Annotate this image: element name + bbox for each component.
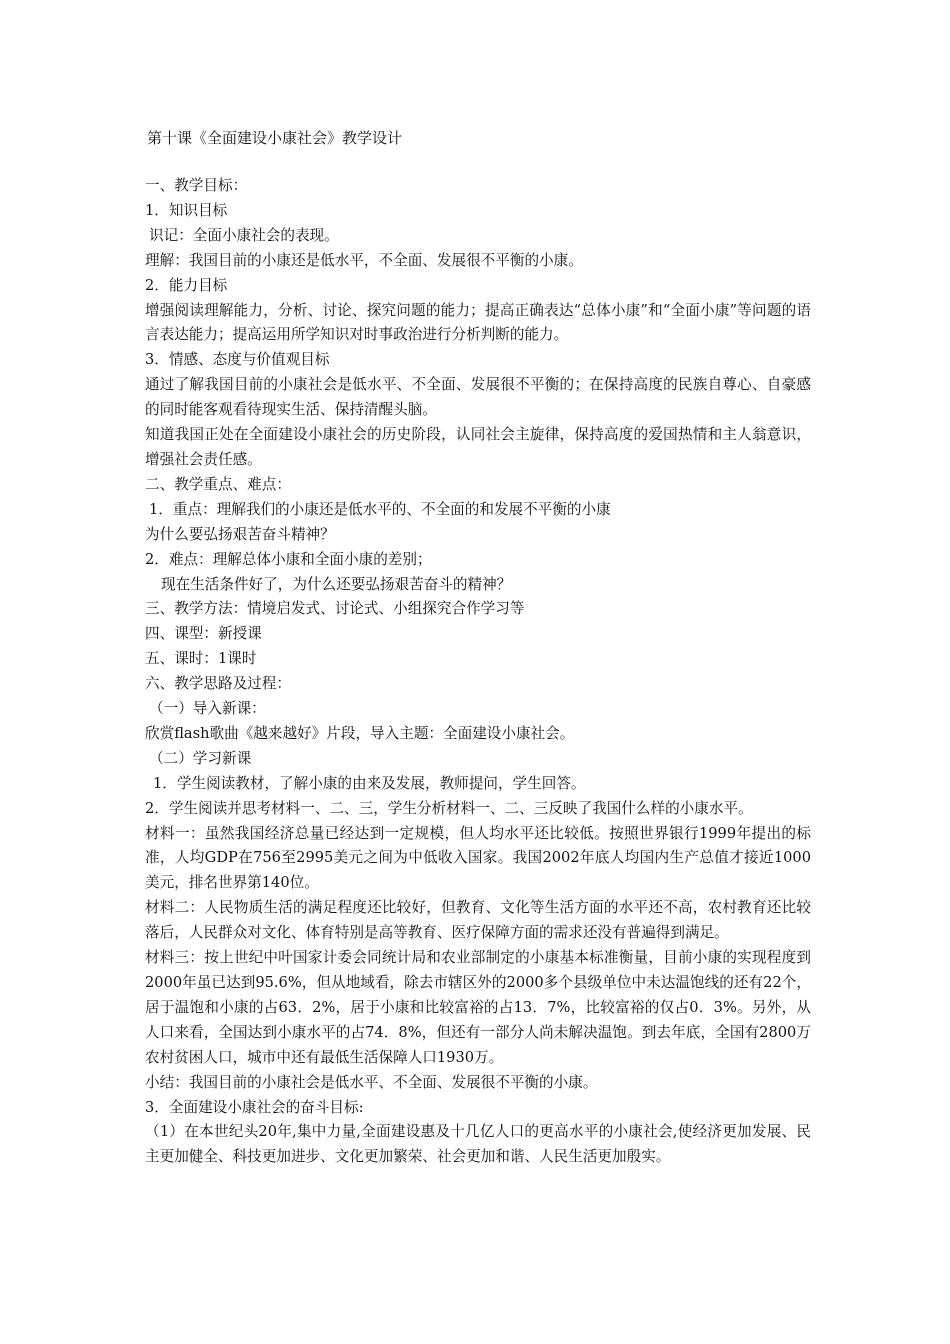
paragraph: 二、教学重点、难点：	[145, 475, 291, 493]
paragraph: 知道我国正处在全面建设小康社会的历史阶段，认同社会主旋律，保持高度的爱国热情和主人翁意识，增强社会责任感。	[145, 426, 811, 468]
paragraph: 一、教学目标：	[145, 177, 248, 194]
paragraph: （一）导入新课：	[149, 700, 266, 718]
paragraph: 小结：我国目前的小康社会是低水平、不全面、发展很不平衡的小康。	[145, 1073, 598, 1091]
paragraph: 通过了解我国目前的小康社会是低水平、不全面、发展很不平衡的；在保持高度的民族自尊心、自豪感的同时能客观看待现实生活、保持清醒头脑。	[145, 376, 811, 419]
paragraph: 3．情感、态度与价值观目标	[145, 351, 330, 369]
paragraph: 1．知识目标	[145, 201, 228, 219]
paragraph: 3．全面建设小康社会的奋斗目标:	[145, 1098, 364, 1116]
paragraph: 三、教学方法：情境启发式、讨论式、小组探究合作学习等	[145, 600, 525, 618]
paragraph: 五、课时：1课时	[145, 650, 257, 668]
paragraph: 材料二：人民物质生活的满足程度还比较好，但教育、文化等生活方面的水平还不高，农村教育还比较落后，人民群众对文化、体育特别是高等教育、医疗保障方面的需求还没有普遍得到满足。	[145, 899, 811, 942]
paragraph: 现在生活条件好了，为什么还要弘扬艰苦奋斗的精神？	[161, 575, 512, 593]
paragraph: 1．重点：理解我们的小康还是低水平的、不全面的和发展不平衡的小康	[149, 500, 611, 518]
paragraph: 材料三：按上世纪中叶国家计委会同统计局和农业部制定的小康基本标准衡量，目前小康的实现程度到2000年虽已达到95.6%，但从地域看，除去市辖区外的2000多个县级单位中未达温饱线的还有22个，居于温饱和小康的占63．2%，居于小康和比较富裕的占13．7%，比较富裕的仅占0．3%。另外，从人口来看，全国达到小康水平的占74．8%，但还有一部分人尚未解决温饱。到去年底，全国有2800万农村贫困人口，城市中还有最低生活保障人口1930万。	[145, 949, 811, 1066]
paragraph: 理解：我国目前的小康还是低水平，不全面、发展很不平衡的小康。	[145, 251, 583, 269]
paragraph: （1）在本世纪头20年,集中力量,全面建设惠及十几亿人口的更高水平的小康社会,使经济更加发展、民主更加健全、科技更加进步、文化更加繁荣、社会更加和谐、人民生活更加殷实。	[145, 1123, 811, 1166]
paragraph: 材料一：虽然我国经济总量已经达到一定规模，但人均水平还比较低。按照世界银行1999年提出的标准，人均GDP在756至2995美元之间为中低收入国家。我国2002年底人均国内生产总值才接近1000美元，排名世界第140位。	[145, 824, 811, 892]
paragraph: 增强阅读理解能力，分析、讨论、探究问题的能力；提高正确表达“总体小康”和“全面小康”等问题的语言表达能力；提高运用所学知识对时事政治进行分析判断的能力。	[145, 301, 811, 344]
paragraph: 2．学生阅读并思考材料一、二、三，学生分析材料一、二、三反映了我国什么样的小康水平。	[145, 799, 753, 817]
paragraph: 四、课型：新授课	[145, 625, 262, 643]
paragraph: 六、教学思路及过程：	[145, 675, 291, 693]
paragraph: 欣赏flash歌曲《越来越好》片段，导入主题：全面建设小康社会。	[145, 724, 575, 742]
paragraph: 2．能力目标	[145, 276, 228, 294]
paragraph: （二）学习新课	[149, 749, 252, 767]
document-body	[145, 174, 811, 1170]
paragraph: 为什么要弘扬艰苦奋斗精神？	[145, 525, 335, 543]
paragraph: 识记：全面小康社会的表现。	[149, 226, 339, 244]
document-title: 第十课《全面建设小康社会》教学设计	[147, 129, 403, 147]
paragraph: 1．学生阅读教材，了解小康的由来及发展，教师提问，学生回答。	[153, 774, 586, 792]
paragraph: 2．难点：理解总体小康和全面小康的差别；	[145, 550, 432, 568]
